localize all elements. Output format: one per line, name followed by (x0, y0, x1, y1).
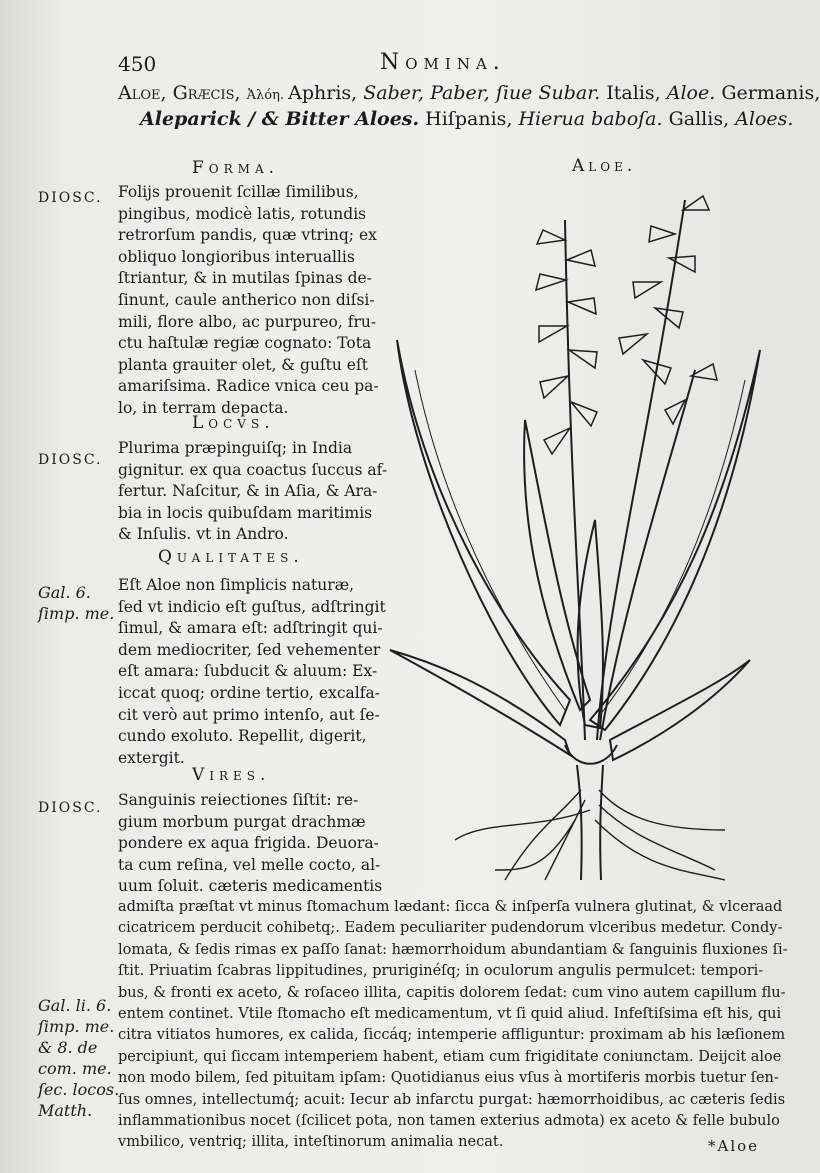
page-number: 450 (118, 52, 157, 76)
text-line: ſtriantur, & in mutilas ſpinas de- (118, 269, 372, 288)
name-saber: Saber, Paber, ſiue Subar. (363, 82, 601, 104)
text-line: amariſsima. Radice vnica ceu pa- (118, 377, 379, 396)
margin-note-qualitates: Gal. 6. ſimp. me. (38, 583, 115, 623)
name-aloe-it: Aloe. (666, 82, 716, 104)
locus-text (118, 438, 388, 546)
names-line-2 (140, 108, 793, 130)
text-line: citra vitiatos humores, ex calida, ſiccáq; intemperie affliguntur: proximam ab his læſionem (118, 1027, 786, 1044)
text-line: dem mediocriter, ſed vehementer (118, 640, 381, 659)
text-line: bus, & fronti ex aceto, & roſaceo illita, capitis dolorem ſedat: cum vino autem capillum flu- (118, 984, 786, 1001)
text-line: gignitur. ex qua coactus ſuccus af- (118, 460, 388, 479)
text-line: non modo bilem, ſed pituitam ipſam: Quotidianus eius vſus à mortiferis morbis tuetur ſen- (118, 1070, 779, 1087)
text-line: ta cum reſina, vel melle cocto, al- (118, 855, 381, 874)
text-line: admiſta præſtat vt minus ſtomachum lædant: ſicca & inſperſa vulnera glutinat, & vlceraad (118, 899, 783, 915)
text-line: cundo exoluto. Repellit, digerit, (118, 727, 367, 746)
figure-label: Aloe. (572, 156, 637, 176)
name-germanis: Germanis, (715, 82, 820, 104)
name-aloe-greek: Aloe, Græcis, (118, 82, 247, 104)
vires-full-width-text (118, 897, 788, 1154)
names-line-1 (118, 82, 820, 104)
text-line: retrorſum pandis, quæ vtrinq; ex (118, 226, 377, 245)
text-line: lomata, & ſedis rimas ex paſſo ſanat: hæmorrhoidum abundantiam & ſanguinis fluxiones ſi- (118, 941, 788, 958)
text-line: ſed vt indicio eſt guſtus, adſtringit (118, 597, 386, 616)
running-head: Nomina. (380, 50, 506, 75)
catchword: *Aloe (708, 1137, 760, 1155)
text-line: ſus omnes, intellectumq́; acuit: Iecur ab infarctu purgat: hæmorrhoidibus, ac cæteris ſedis (118, 1091, 786, 1108)
text-line: obliquo longioribus interuallis (118, 247, 355, 266)
heading-vires: Vires. (192, 765, 271, 785)
vires-column-text (118, 790, 388, 898)
text-line: ſinunt, caule antherico non diſsi- (118, 290, 375, 309)
forma-text (118, 182, 388, 420)
text-line: Sanguinis reiectiones ſiſtit: re- (118, 791, 359, 809)
text-line: cicatricem perducit cohibetq;. Eadem peculiariter pudendorum vlceribus medetur. Condy- (118, 920, 783, 937)
name-aphris: Aphris, (288, 82, 364, 104)
text-line: vmbilico, ventriq; illita, inteſtinorum animalia necat. (118, 1134, 504, 1151)
text-line: cit verò aut primo intenſo, aut ſe- (118, 705, 380, 724)
heading-forma: Forma. (192, 158, 280, 178)
aloe-woodcut-illustration (385, 180, 775, 880)
text-line: pingibus, modicè latis, rotundis (118, 204, 367, 223)
heading-qualitates: Qualitates. (158, 547, 304, 567)
text-line: Plurima præpinguiſq; in India (118, 439, 353, 457)
text-line: fertur. Naſcitur, & in Aſia, & Ara- (118, 482, 378, 501)
text-line: pondere ex aqua frigida. Deuora- (118, 834, 379, 853)
margin-note-locus: DIOSC. (38, 452, 103, 468)
heading-locus: Locvs. (192, 413, 275, 433)
text-line: ctu haſtulæ regiæ cognato: Tota (118, 334, 372, 353)
text-line: lo, in terram depacta. (118, 398, 289, 417)
text-line: gium morbum purgat drachmæ (118, 812, 366, 831)
text-line: mili, flore albo, ac purpureo, fru- (118, 312, 377, 331)
text-line: Eſt Aloe non ſimplicis naturæ, (118, 576, 355, 594)
name-hierua: Hierua baboſa. (518, 108, 663, 130)
qualitates-text (118, 575, 388, 769)
name-gallis: Gallis, (662, 108, 736, 130)
name-aloes-fr: Aloes. (735, 108, 794, 130)
text-line: eſt amara: ſubducit & aluum: Ex- (118, 662, 378, 681)
name-hispanis: Hiſpanis, (419, 108, 519, 130)
text-line: uum ſoluit. cæteris medicamentis (118, 877, 383, 896)
text-line: planta grauiter olet, & guſtu eſt (118, 355, 368, 374)
margin-note-vires: DIOSC. (38, 800, 103, 816)
text-line: & Inſulis. vt in Andro. (118, 525, 289, 544)
text-line: iccat quoq; ordine tertio, excalfa- (118, 683, 380, 702)
text-line: bia in locis quibuſdam maritimis (118, 503, 373, 522)
text-line: ſimul, & amara eſt: adſtringit qui- (118, 619, 383, 638)
text-line: inflammationibus nocet (ſcilicet pota, non tamen exterius admota) ex aceto & felle bubulo (118, 1113, 780, 1130)
text-line: ſtit. Priuatim ſcabras lippitudines, pruriginéſq; in oculorum angulis permulcet: tempori- (118, 963, 764, 980)
margin-note-galen-matth: Gal. li. 6. ſimp. me. & 8. de com. me. ſec. locos. Matth. (38, 996, 120, 1120)
text-line: Folijs prouenit ſcillæ ſimilibus, (118, 183, 359, 201)
name-greek-word: Ἀλόη. (246, 88, 289, 103)
margin-note-forma: DIOSC. (38, 190, 103, 206)
text-line: entem continet. Vtile ſtomacho eſt medicamentum, vt ſi quid aliud. Infeſtiſsima eſt his, qui (118, 1006, 782, 1023)
text-line: percipiunt, qui ſiccam intemperiem habent, etiam cum frigiditate coniunctam. Deijcit aloe (118, 1048, 782, 1065)
name-german-blackletter: Aleparick / & Bitter Aloes. (140, 108, 420, 130)
name-italis: Italis, (600, 82, 667, 104)
text-line: extergit. (118, 748, 185, 767)
